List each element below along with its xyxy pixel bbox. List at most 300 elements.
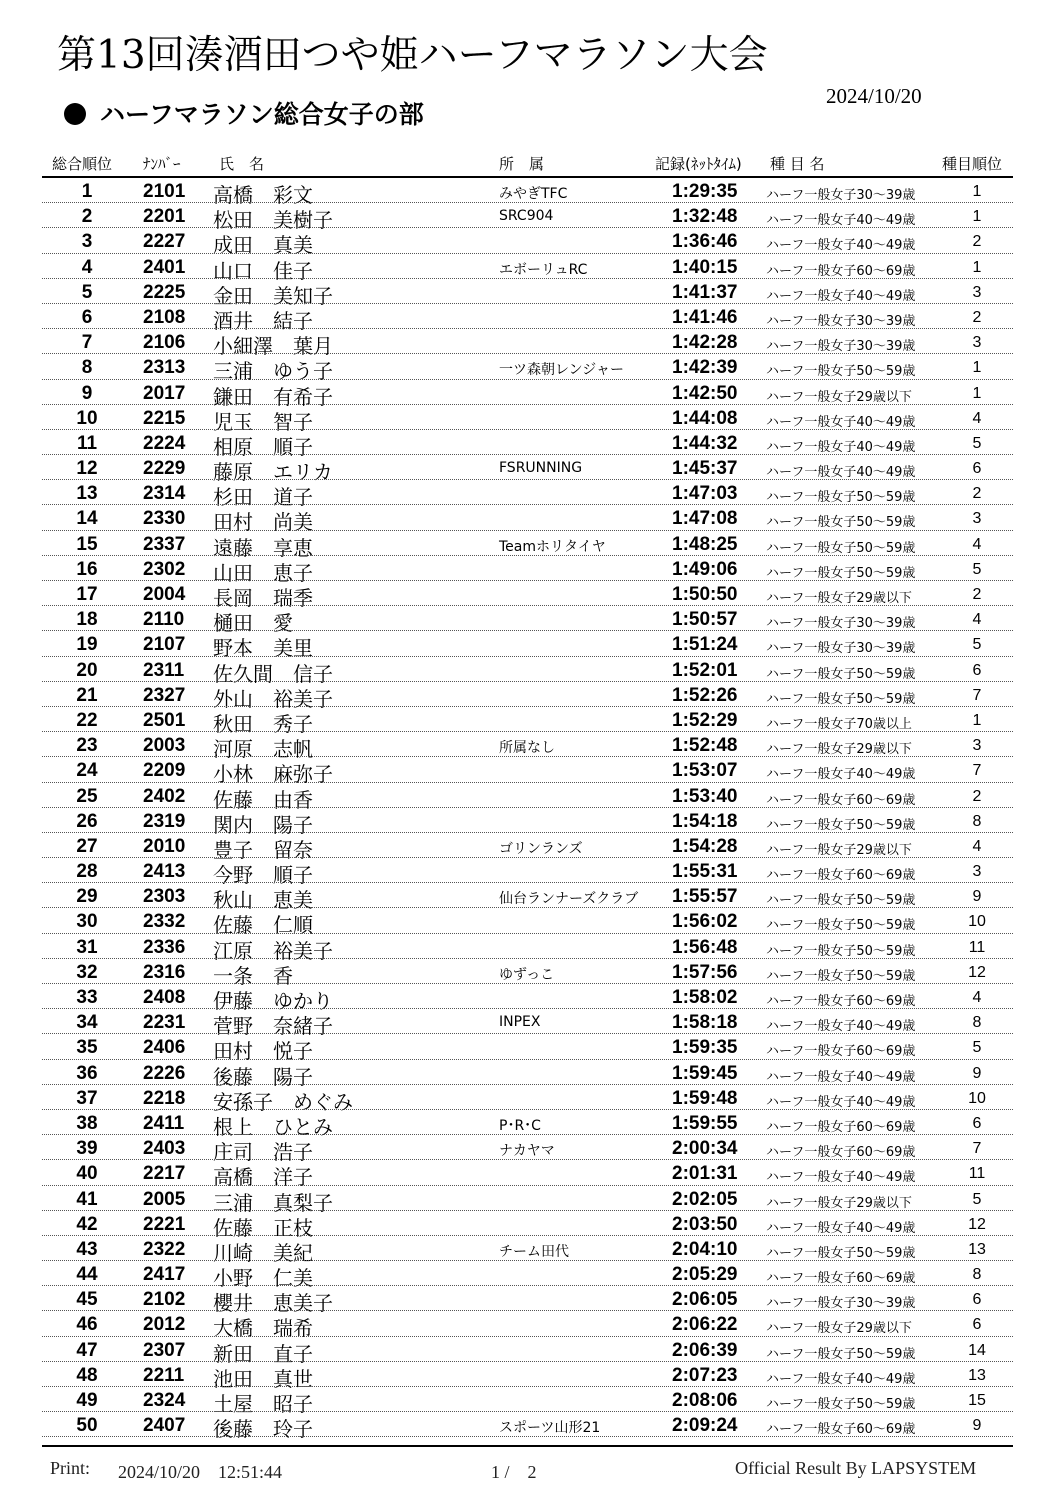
cell-name: 野本 美里 xyxy=(213,636,313,661)
cell-name: 小林 麻弥子 xyxy=(213,762,333,787)
cell-category: ハーフ一般女子50～59歳 xyxy=(766,893,916,909)
table-row xyxy=(0,304,1058,333)
cell-cat-rank: 5 xyxy=(972,1039,982,1057)
cell-name: 江原 裕美子 xyxy=(213,938,333,963)
cell-category: ハーフ一般女子40～49歳 xyxy=(766,288,916,304)
header-name: 氏 名 xyxy=(219,155,265,173)
cell-time: 2:09:24 xyxy=(672,1415,738,1437)
cell-cat-rank: 14 xyxy=(968,1341,986,1359)
cell-name: 田村 悦子 xyxy=(213,1039,313,1064)
cell-name: 菅野 奈緒子 xyxy=(213,1014,333,1039)
cell-category: ハーフ一般女子40～49歳 xyxy=(766,1170,916,1186)
cell-category: ハーフ一般女子50～59歳 xyxy=(766,817,916,833)
cell-category: ハーフ一般女子50～59歳 xyxy=(766,1346,916,1362)
credit: Official Result By LAPSYSTEM xyxy=(735,1458,977,1478)
cell-bib: 2314 xyxy=(143,483,186,505)
cell-name: 新田 直子 xyxy=(213,1341,313,1366)
cell-bib: 2229 xyxy=(143,458,186,480)
cell-cat-rank: 7 xyxy=(972,762,982,780)
table-row xyxy=(0,783,1058,812)
table-row xyxy=(0,228,1058,258)
cell-bib: 2403 xyxy=(143,1138,186,1160)
cell-cat-rank: 1 xyxy=(972,258,982,276)
table-row xyxy=(0,732,1058,762)
cell-category: ハーフ一般女子60～69歳 xyxy=(766,792,916,808)
cell-time: 1:59:45 xyxy=(672,1062,738,1084)
cell-club: 仙台ランナーズクラブ xyxy=(499,891,639,908)
cell-category: ハーフ一般女子60～69歳 xyxy=(766,1044,916,1060)
cell-cat-rank: 5 xyxy=(972,560,982,578)
cell-rank: 10 xyxy=(76,407,98,429)
cell-rank: 20 xyxy=(76,659,98,681)
cell-category: ハーフ一般女子30～39歳 xyxy=(766,313,916,329)
cell-time: 1:41:46 xyxy=(672,306,738,328)
cell-name: 土屋 昭子 xyxy=(213,1392,313,1416)
cell-time: 2:03:50 xyxy=(672,1213,738,1235)
cell-category: ハーフ一般女子60～69歳 xyxy=(766,263,916,279)
cell-name: 櫻井 恵美子 xyxy=(213,1291,333,1316)
cell-name: 根上 ひとみ xyxy=(213,1114,333,1139)
cell-time: 1:40:15 xyxy=(672,256,738,278)
cell-bib: 2319 xyxy=(143,810,186,832)
cell-category: ハーフ一般女子30～39歳 xyxy=(766,641,916,657)
cell-rank: 12 xyxy=(76,458,98,480)
cell-cat-rank: 2 xyxy=(972,485,982,503)
table-row xyxy=(0,1362,1058,1391)
cell-name: 長岡 瑞季 xyxy=(213,586,313,610)
cell-cat-rank: 3 xyxy=(972,334,982,352)
cell-bib: 2218 xyxy=(143,1087,186,1109)
cell-category: ハーフ一般女子50～59歳 xyxy=(766,1245,916,1261)
table-row xyxy=(0,1009,1058,1039)
cell-time: 1:42:50 xyxy=(672,382,738,404)
cell-bib: 2231 xyxy=(143,1012,186,1034)
cell-cat-rank: 1 xyxy=(972,384,982,402)
cell-club: ナカヤマ xyxy=(499,1143,555,1160)
header-time: 記録(ﾈｯﾄﾀｲﾑ) xyxy=(655,155,742,173)
header-rank: 総合順位 xyxy=(52,155,113,173)
cell-time: 1:59:48 xyxy=(672,1087,738,1109)
cell-rank: 41 xyxy=(76,1188,98,1210)
cell-club: チーム田代 xyxy=(499,1243,569,1260)
cell-rank: 36 xyxy=(76,1062,98,1084)
cell-bib: 2408 xyxy=(143,987,186,1008)
cell-bib: 2337 xyxy=(143,533,186,555)
cell-bib: 2330 xyxy=(143,508,186,530)
cell-cat-rank: 2 xyxy=(972,787,982,805)
cell-bib: 2004 xyxy=(143,584,186,605)
cell-rank: 26 xyxy=(76,810,98,832)
cell-time: 2:05:29 xyxy=(672,1264,738,1286)
cell-time: 1:29:35 xyxy=(672,181,738,202)
cell-category: ハーフ一般女子40～49歳 xyxy=(766,1371,916,1387)
cell-time: 2:01:31 xyxy=(672,1163,738,1185)
cell-cat-rank: 6 xyxy=(972,661,982,679)
cell-name: 安孫子 めぐみ xyxy=(213,1089,353,1114)
table-row xyxy=(0,1236,1058,1265)
cell-name: 伊藤 ゆかり xyxy=(213,989,333,1013)
cell-name: 三浦 ゆう子 xyxy=(213,359,333,384)
cell-time: 2:07:23 xyxy=(672,1364,738,1386)
cell-rank: 46 xyxy=(76,1314,98,1336)
cell-category: ハーフ一般女子50～59歳 xyxy=(766,565,916,581)
cell-rank: 30 xyxy=(76,911,98,933)
table-row xyxy=(0,1160,1058,1190)
cell-name: 豊子 留奈 xyxy=(213,837,313,862)
cell-bib: 2221 xyxy=(143,1213,186,1235)
cell-name: 佐藤 仁順 xyxy=(213,913,313,938)
table-row xyxy=(0,757,1058,787)
cell-bib: 2307 xyxy=(143,1339,186,1361)
table-row xyxy=(0,380,1058,409)
table-row xyxy=(0,1135,1058,1165)
cell-club: ゆずっこ xyxy=(499,966,555,983)
cell-bib: 2226 xyxy=(143,1062,186,1084)
cell-cat-rank: 10 xyxy=(968,1089,986,1107)
cell-time: 1:54:18 xyxy=(672,810,738,832)
cell-cat-rank: 1 xyxy=(972,711,982,729)
cell-cat-rank: 9 xyxy=(972,1064,982,1082)
table-row xyxy=(0,1261,1058,1291)
cell-name: 佐久間 信子 xyxy=(213,661,333,686)
cell-rank: 1 xyxy=(81,181,93,202)
cell-rank: 19 xyxy=(76,634,98,656)
cell-rank: 21 xyxy=(76,684,98,706)
cell-bib: 2201 xyxy=(143,206,186,228)
cell-time: 1:44:32 xyxy=(672,432,738,454)
cell-category: ハーフ一般女子50～59歳 xyxy=(766,1397,916,1412)
table-row xyxy=(0,631,1058,661)
table-row xyxy=(0,707,1058,736)
cell-time: 2:08:06 xyxy=(672,1390,738,1411)
cell-cat-rank: 2 xyxy=(972,308,982,326)
cell-time: 1:53:40 xyxy=(672,785,738,807)
cell-cat-rank: 3 xyxy=(972,283,982,301)
cell-category: ハーフ一般女子40～49歳 xyxy=(766,1069,916,1085)
cell-name: 杉田 道子 xyxy=(213,485,313,510)
cell-rank: 7 xyxy=(81,332,93,354)
table-row xyxy=(0,1110,1058,1139)
cell-time: 2:04:10 xyxy=(672,1238,738,1260)
cell-cat-rank: 10 xyxy=(968,913,986,931)
cell-time: 1:51:24 xyxy=(672,634,738,656)
cell-time: 1:47:03 xyxy=(672,483,738,505)
cell-rank: 28 xyxy=(76,861,98,883)
cell-category: ハーフ一般女子29歳以下 xyxy=(766,1321,912,1337)
cell-club: みやぎTFC xyxy=(499,186,568,202)
cell-rank: 24 xyxy=(76,760,98,782)
cell-category: ハーフ一般女子60～69歳 xyxy=(766,1119,916,1135)
table-row xyxy=(0,1412,1058,1442)
table-row xyxy=(0,354,1058,384)
cell-category: ハーフ一般女子60～69歳 xyxy=(766,868,916,884)
cell-bib: 2311 xyxy=(143,659,185,681)
cell-rank: 44 xyxy=(76,1264,98,1286)
cell-time: 1:52:48 xyxy=(672,735,738,757)
cell-bib: 2101 xyxy=(143,181,186,202)
cell-bib: 2217 xyxy=(143,1163,186,1185)
cell-bib: 2401 xyxy=(143,256,186,278)
cell-name: 今野 順子 xyxy=(213,863,313,888)
cell-time: 1:48:25 xyxy=(672,533,738,555)
cell-bib: 2211 xyxy=(143,1364,185,1386)
cell-club: INPEX xyxy=(499,1014,541,1031)
cell-club: FSRUNNING xyxy=(499,460,583,477)
cell-name: 池田 真世 xyxy=(213,1366,313,1391)
cell-time: 1:59:55 xyxy=(672,1112,738,1134)
event-date: 2024/10/20 xyxy=(826,84,922,108)
cell-category: ハーフ一般女子30～39歳 xyxy=(766,1296,916,1312)
table-row xyxy=(0,405,1058,434)
table-row xyxy=(0,1211,1058,1240)
page-footer xyxy=(0,1458,1058,1482)
cell-name: 山田 恵子 xyxy=(213,560,313,585)
header-bib: ﾅﾝﾊﾞｰ xyxy=(143,155,181,173)
cell-time: 2:06:05 xyxy=(672,1289,738,1311)
table-row xyxy=(0,934,1058,963)
cell-rank: 31 xyxy=(76,936,98,958)
cell-cat-rank: 9 xyxy=(972,1417,982,1435)
cell-category: ハーフ一般女子50～59歳 xyxy=(766,364,916,380)
cell-bib: 2227 xyxy=(143,231,186,253)
cell-bib: 2406 xyxy=(143,1037,186,1059)
cell-category: ハーフ一般女子50～59歳 xyxy=(766,968,916,984)
cell-bib: 2108 xyxy=(143,306,186,328)
cell-bib: 2215 xyxy=(143,407,186,429)
cell-bib: 2209 xyxy=(143,760,186,782)
cell-time: 1:55:31 xyxy=(672,861,738,883)
cell-name: 児玉 智子 xyxy=(213,409,313,434)
cell-category: ハーフ一般女子30～39歳 xyxy=(766,616,916,632)
bullet-icon xyxy=(64,103,86,125)
cell-category: ハーフ一般女子70歳以上 xyxy=(766,716,912,732)
cell-rank: 13 xyxy=(76,483,98,505)
table-row xyxy=(0,908,1058,938)
cell-cat-rank: 8 xyxy=(972,1014,982,1032)
cell-bib: 2302 xyxy=(143,558,186,580)
cell-name: 小細澤 葉月 xyxy=(213,334,333,359)
cell-category: ハーフ一般女子40～49歳 xyxy=(766,767,916,783)
cell-time: 1:42:28 xyxy=(672,332,738,354)
cell-category: ハーフ一般女子50～59歳 xyxy=(766,490,916,506)
cell-rank: 17 xyxy=(76,584,98,605)
cell-cat-rank: 8 xyxy=(972,812,982,830)
cell-rank: 15 xyxy=(76,533,98,555)
cell-name: 三浦 真梨子 xyxy=(213,1190,333,1215)
cell-time: 1:58:18 xyxy=(672,1012,738,1034)
table-row xyxy=(0,480,1058,510)
cell-category: ハーフ一般女子29歳以下 xyxy=(766,842,912,858)
cell-rank: 22 xyxy=(76,709,98,731)
cell-rank: 25 xyxy=(76,785,98,807)
cell-bib: 2313 xyxy=(143,357,186,379)
cell-name: 成田 真美 xyxy=(213,233,313,258)
cell-time: 1:52:01 xyxy=(672,659,738,681)
cell-name: 河原 志帆 xyxy=(213,737,313,762)
cell-cat-rank: 4 xyxy=(972,989,982,1006)
table-row xyxy=(0,833,1058,862)
cell-time: 1:53:07 xyxy=(672,760,738,782)
cell-cat-rank: 6 xyxy=(972,1291,982,1309)
cell-name: 後藤 玲子 xyxy=(213,1417,313,1442)
table-row xyxy=(0,329,1058,359)
cell-name: 田村 尚美 xyxy=(213,510,313,535)
cell-time: 2:06:22 xyxy=(672,1314,738,1336)
cell-name: 大橋 瑞希 xyxy=(213,1316,313,1341)
cell-category: ハーフ一般女子40～49歳 xyxy=(766,238,916,254)
cell-time: 1:36:46 xyxy=(672,231,738,253)
cell-rank: 23 xyxy=(76,735,98,757)
cell-name: 松田 美樹子 xyxy=(213,208,333,233)
cell-name: 関内 陽子 xyxy=(213,812,313,837)
cell-time: 1:54:28 xyxy=(672,835,738,857)
cell-bib: 2107 xyxy=(143,634,186,656)
cell-name: 高橋 洋子 xyxy=(213,1165,313,1190)
cell-club: エボーリュRC xyxy=(499,261,588,278)
header-category: 種 目 名 xyxy=(770,155,825,173)
cell-club: スポーツ山形21 xyxy=(499,1420,601,1437)
cell-time: 1:58:02 xyxy=(672,987,738,1008)
cell-bib: 2413 xyxy=(143,861,186,883)
cell-time: 1:50:50 xyxy=(672,584,738,605)
cell-rank: 3 xyxy=(81,231,93,253)
cell-rank: 49 xyxy=(76,1390,98,1411)
table-row xyxy=(0,606,1058,636)
cell-club: ゴリンランズ xyxy=(499,840,583,857)
cell-category: ハーフ一般女子30～39歳 xyxy=(766,339,916,355)
cell-name: 川崎 美紀 xyxy=(213,1240,313,1265)
cell-bib: 2501 xyxy=(143,709,186,731)
table-row xyxy=(0,430,1058,459)
cell-rank: 35 xyxy=(76,1037,98,1059)
cell-bib: 2322 xyxy=(143,1238,186,1260)
cell-time: 1:52:29 xyxy=(672,709,738,731)
cell-name: 山口 佳子 xyxy=(213,258,313,283)
cell-category: ハーフ一般女子40～49歳 xyxy=(766,213,916,229)
cell-rank: 4 xyxy=(81,256,93,278)
cell-cat-rank: 7 xyxy=(972,1140,982,1158)
cell-bib: 2102 xyxy=(143,1289,186,1311)
cell-rank: 34 xyxy=(76,1012,98,1034)
cell-club: 一ツ森朝レンジャー xyxy=(499,362,625,379)
cell-rank: 37 xyxy=(76,1087,98,1109)
cell-cat-rank: 1 xyxy=(972,359,982,377)
cell-bib: 2005 xyxy=(143,1188,186,1210)
cell-bib: 2407 xyxy=(143,1415,186,1437)
page-number: 1 / 2 xyxy=(491,1462,537,1482)
table-row xyxy=(0,984,1058,1013)
cell-cat-rank: 12 xyxy=(968,963,986,981)
cell-cat-rank: 15 xyxy=(968,1392,986,1409)
table-row xyxy=(0,1085,1058,1114)
cell-rank: 6 xyxy=(81,306,93,328)
cell-name: 佐藤 正枝 xyxy=(213,1215,313,1240)
cell-bib: 2010 xyxy=(143,835,186,857)
section-title-text: ハーフマラソン総合女子の部 xyxy=(100,100,424,129)
cell-cat-rank: 11 xyxy=(968,938,986,956)
cell-rank: 9 xyxy=(81,382,93,404)
cell-category: ハーフ一般女子60～69歳 xyxy=(766,1145,916,1161)
cell-time: 1:45:37 xyxy=(672,458,738,480)
cell-bib: 2106 xyxy=(143,332,186,354)
cell-bib: 2336 xyxy=(143,936,186,958)
cell-time: 1:32:48 xyxy=(672,206,738,228)
cell-time: 1:56:02 xyxy=(672,911,738,933)
cell-cat-rank: 7 xyxy=(972,686,982,704)
table-row xyxy=(0,1186,1058,1215)
cell-rank: 16 xyxy=(76,558,98,580)
header-club: 所 属 xyxy=(499,155,545,173)
cell-time: 1:56:48 xyxy=(672,936,738,958)
cell-cat-rank: 4 xyxy=(972,409,982,427)
cell-rank: 39 xyxy=(76,1138,98,1160)
cell-bib: 2324 xyxy=(143,1390,186,1411)
cell-name: 秋山 恵美 xyxy=(213,888,313,913)
table-row xyxy=(0,279,1058,308)
cell-time: 1:55:57 xyxy=(672,886,738,908)
cell-category: ハーフ一般女子50～59歳 xyxy=(766,666,916,682)
cell-cat-rank: 5 xyxy=(972,434,982,452)
cell-rank: 42 xyxy=(76,1213,98,1235)
cell-club: SRC904 xyxy=(499,208,554,225)
cell-category: ハーフ一般女子50～59歳 xyxy=(766,515,916,531)
table-row xyxy=(0,254,1058,283)
cell-time: 1:57:56 xyxy=(672,961,738,983)
cell-bib: 2303 xyxy=(143,886,186,908)
cell-category: ハーフ一般女子40～49歳 xyxy=(766,439,916,455)
cell-bib: 2017 xyxy=(143,382,186,404)
cell-category: ハーフ一般女子50～59歳 xyxy=(766,691,916,707)
cell-club: Teamホリタイヤ xyxy=(499,538,606,555)
table-row xyxy=(0,1337,1058,1366)
cell-name: 秋田 秀子 xyxy=(213,711,313,736)
cell-name: 小野 仁美 xyxy=(213,1266,313,1291)
cell-cat-rank: 1 xyxy=(972,183,982,200)
cell-bib: 2003 xyxy=(143,735,186,757)
cell-time: 2:02:05 xyxy=(672,1188,738,1210)
cell-category: ハーフ一般女子40～49歳 xyxy=(766,1019,916,1035)
page-title: 第13回湊酒田つや姫ハーフマラソン大会 xyxy=(57,33,768,78)
print-datetime: 2024/10/20 12:51:44 xyxy=(118,1462,283,1482)
table-row xyxy=(0,203,1058,233)
cell-time: 1:47:08 xyxy=(672,508,738,530)
cell-category: ハーフ一般女子60～69歳 xyxy=(766,1422,916,1438)
cell-bib: 2327 xyxy=(143,684,186,706)
cell-cat-rank: 2 xyxy=(972,233,982,251)
header-cat-rank: 種目順位 xyxy=(942,155,1003,173)
cell-time: 1:42:39 xyxy=(672,357,738,379)
cell-rank: 48 xyxy=(76,1364,98,1386)
cell-rank: 18 xyxy=(76,609,98,631)
cell-cat-rank: 3 xyxy=(972,737,982,755)
cell-name: 遠藤 享恵 xyxy=(213,535,313,560)
table-row xyxy=(0,1286,1058,1316)
cell-category: ハーフ一般女子40～49歳 xyxy=(766,465,916,481)
cell-cat-rank: 12 xyxy=(968,1215,986,1233)
cell-bib: 2417 xyxy=(143,1264,186,1286)
cell-category: ハーフ一般女子30～39歳 xyxy=(766,188,916,203)
cell-cat-rank: 1 xyxy=(972,208,982,226)
table-bottom-divider xyxy=(42,1445,1013,1447)
cell-rank: 5 xyxy=(81,281,93,303)
cell-rank: 14 xyxy=(76,508,98,530)
cell-time: 1:50:57 xyxy=(672,609,738,631)
cell-rank: 33 xyxy=(76,987,98,1008)
table-row xyxy=(0,556,1058,585)
cell-category: ハーフ一般女子29歳以下 xyxy=(766,389,912,405)
cell-rank: 40 xyxy=(76,1163,98,1185)
table-row xyxy=(0,531,1058,560)
